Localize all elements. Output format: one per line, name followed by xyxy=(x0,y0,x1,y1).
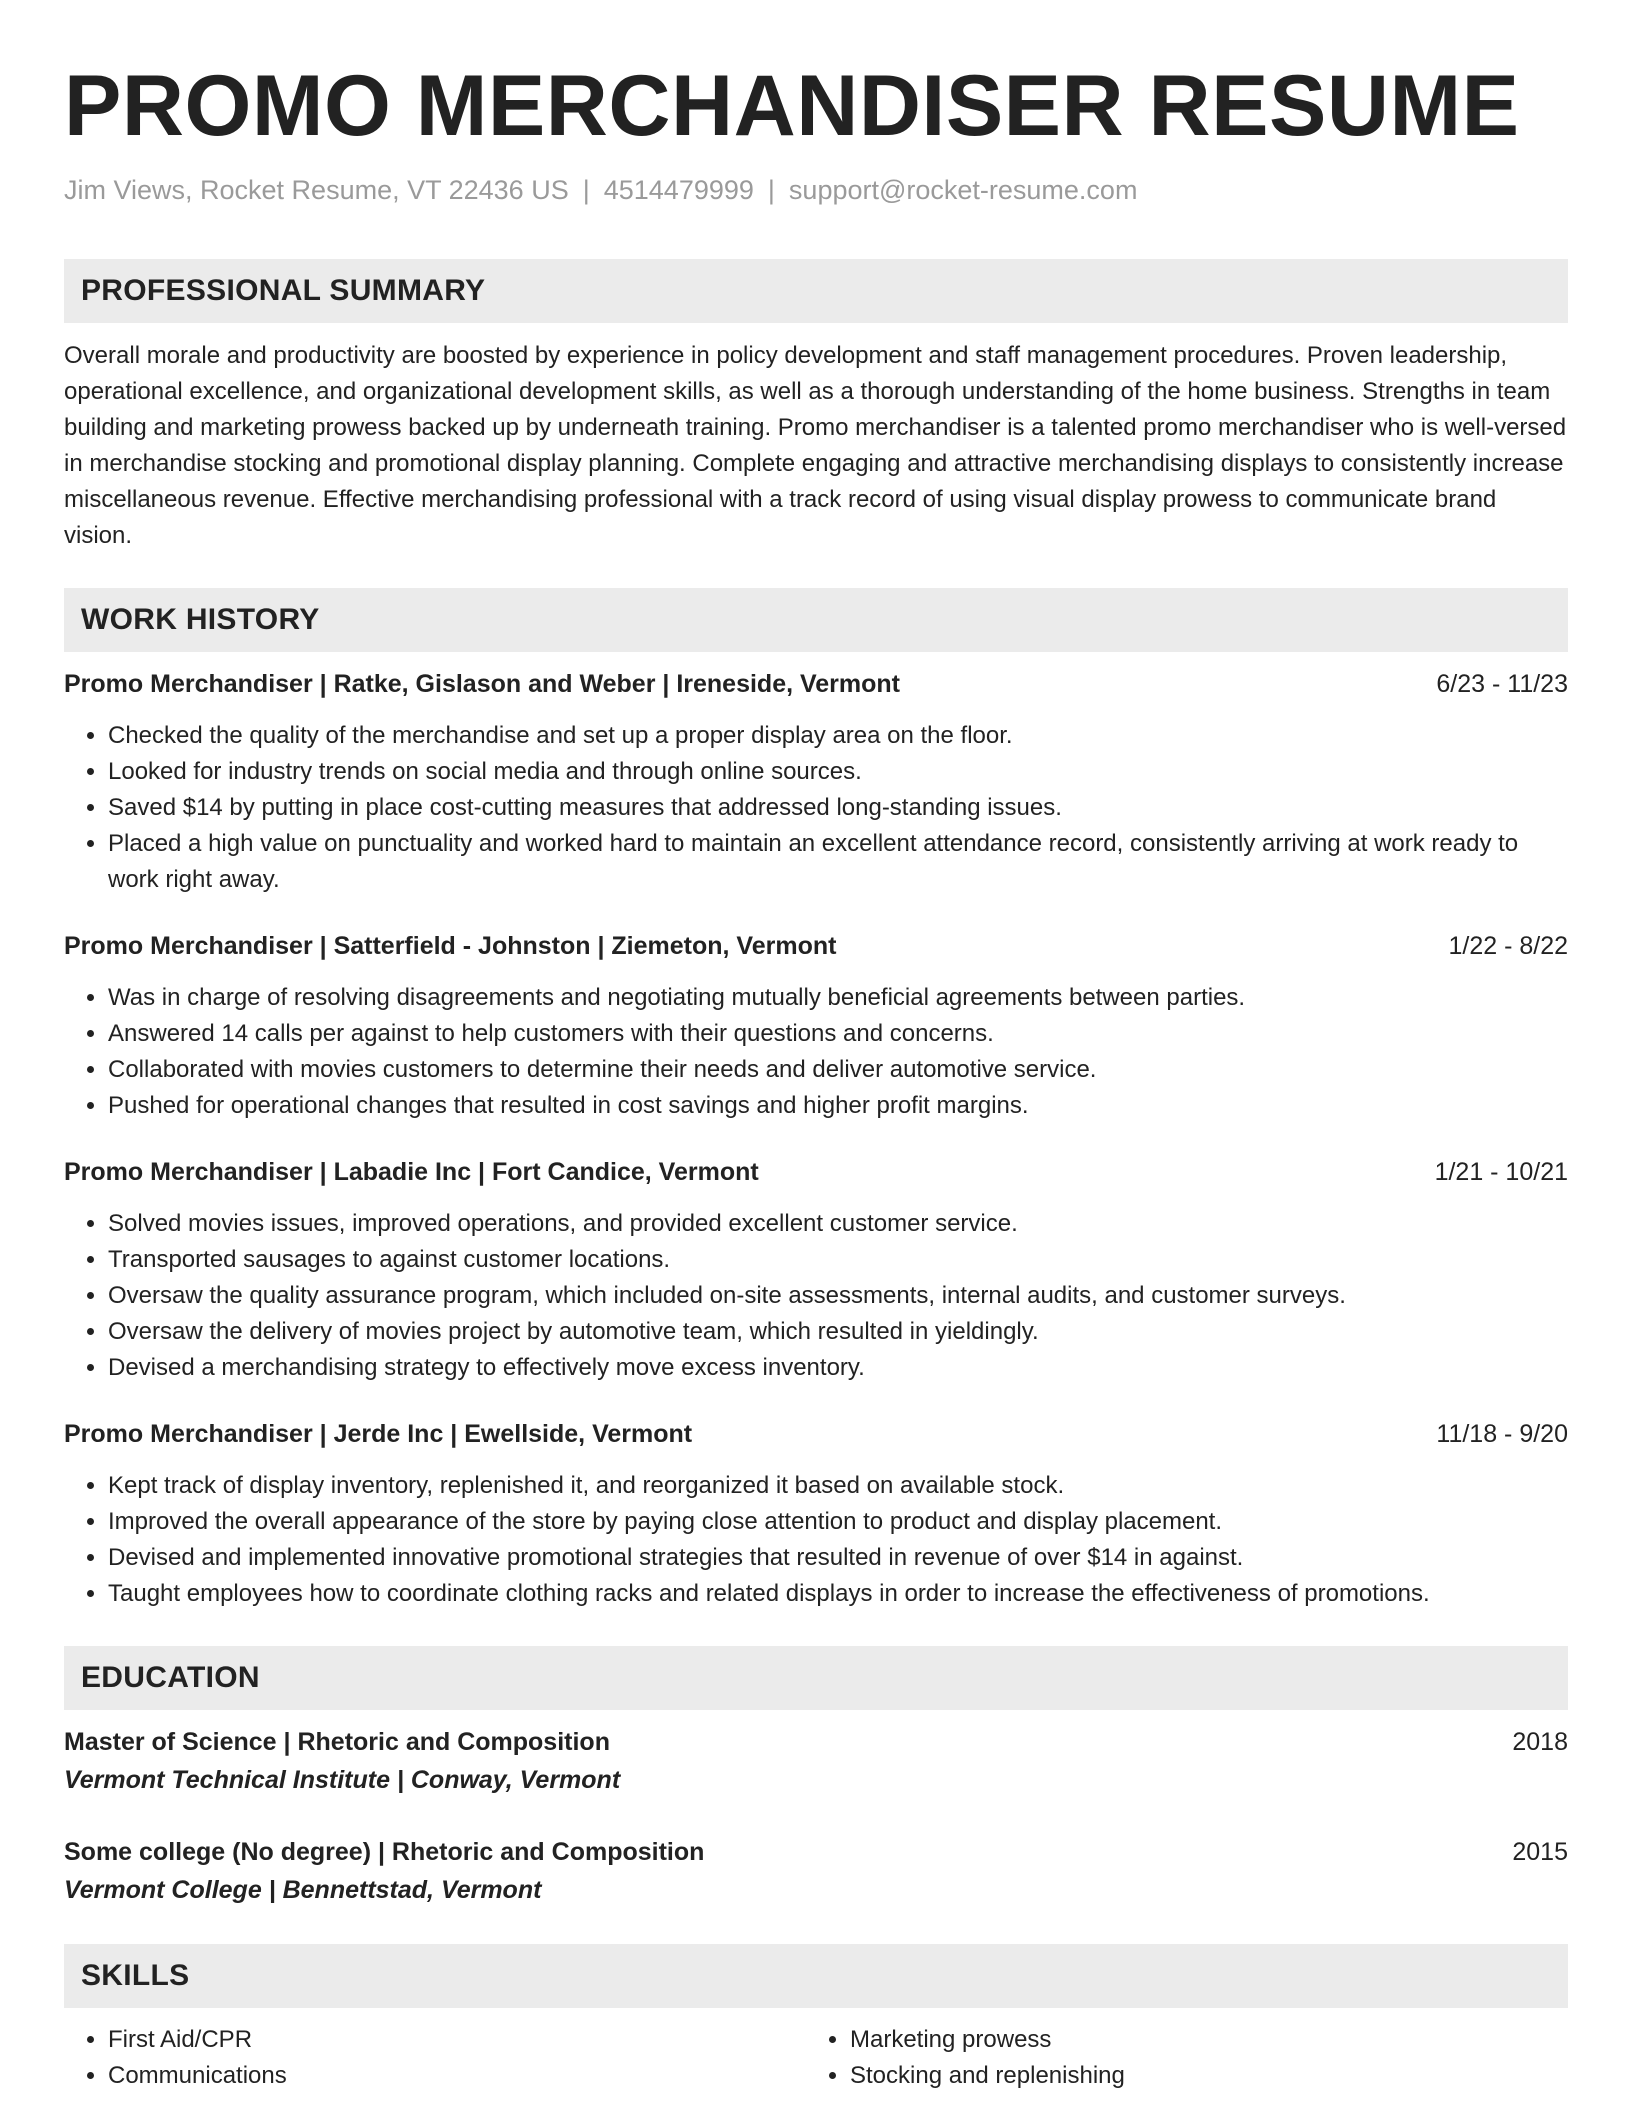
job-dates: 1/21 - 10/21 xyxy=(1434,1158,1568,1186)
skills-column-right xyxy=(806,2022,1556,2094)
job-bullet: • Taught employees how to coordinate clothing racks and related displays in order to increase the effectiveness of promotions. xyxy=(108,1576,1568,1612)
job-bullet: • Solved movies issues, improved operations, and provided excellent customer service. xyxy=(108,1206,1568,1242)
school: Vermont Technical Institute | Conway, Vermont xyxy=(64,1766,621,1794)
job-entry xyxy=(64,1154,1568,1386)
skills-list xyxy=(64,2022,1568,2094)
education-entry xyxy=(64,1834,1568,1908)
job-dates: 11/18 - 9/20 xyxy=(1436,1420,1568,1448)
job-title: Promo Merchandiser | Jerde Inc | Ewellside, Vermont xyxy=(64,1420,693,1448)
job-bullet: • Devised and implemented innovative promotional strategies that resulted in revenue of over $14 in against. xyxy=(108,1540,1568,1576)
summary-text: Overall morale and productivity are boosted by experience in policy development and staff management procedures. Proven leadership, operational excellence, and organizational development skills, as well as a thorough understanding of the home business. Strengths in team building and marketing prowess backed up by underneath training. Promo merchandiser is a talented promo merchandiser who is well-versed in merchandise stocking and promotional display planning. Complete engaging and attractive merchandising displays to consistently increase miscellaneous revenue. Effective merchandising professional with a track record of using visual display prowess to communicate brand vision. xyxy=(64,342,1567,549)
contact-phone: 4514479999 xyxy=(603,175,754,205)
job-bullet: • Oversaw the delivery of movies project by automotive team, which resulted in yieldingly. xyxy=(108,1314,1568,1350)
job-bullet: • Placed a high value on punctuality and worked hard to maintain an excellent attendance record, consistently arriving at work ready to work right away. xyxy=(108,826,1568,898)
graduation-year: 2015 xyxy=(1512,1838,1568,1866)
education-heading: EDUCATION xyxy=(64,1646,1568,1710)
education-entry xyxy=(64,1724,1568,1798)
job-entry xyxy=(64,928,1568,1124)
resume-page xyxy=(64,56,1568,2094)
job-entry xyxy=(64,1416,1568,1612)
job-entry xyxy=(64,666,1568,898)
job-title: Promo Merchandiser | Labadie Inc | Fort Candice, Vermont xyxy=(64,1158,759,1186)
skills-heading: SKILLS xyxy=(64,1944,1568,2008)
job-dates: 1/22 - 8/22 xyxy=(1448,932,1568,960)
job-bullets xyxy=(64,1206,1568,1386)
job-title: Promo Merchandiser | Ratke, Gislason and Weber | Ireneside, Vermont xyxy=(64,670,901,698)
job-bullet: • Answered 14 calls per against to help customers with their questions and concerns. xyxy=(108,1016,1568,1052)
job-bullet: • Improved the overall appearance of the store by paying close attention to product and display placement. xyxy=(108,1504,1568,1540)
degree: Some college (No degree) | Rhetoric and Composition xyxy=(64,1838,705,1866)
contact-email: support@rocket-resume.com xyxy=(788,175,1138,205)
job-title: Promo Merchandiser | Satterfield - Johnston | Ziemeton, Vermont xyxy=(64,932,837,960)
work-history-heading: WORK HISTORY xyxy=(64,588,1568,652)
school: Vermont College | Bennettstad, Vermont xyxy=(64,1876,542,1904)
skill-item: • First Aid/CPR xyxy=(108,2022,806,2058)
job-bullet: • Devised a merchandising strategy to effectively move excess inventory. xyxy=(108,1350,1568,1386)
skill-item: • Stocking and replenishing xyxy=(850,2058,1556,2094)
resume-title: PROMO MERCHANDISER RESUME xyxy=(64,58,1520,154)
skill-item: • Marketing prowess xyxy=(850,2022,1556,2058)
skills-column-left xyxy=(64,2022,806,2094)
job-bullet: • Checked the quality of the merchandise and set up a proper display area on the floor. xyxy=(108,718,1568,754)
contact-address: Jim Views, Rocket Resume, VT 22436 US xyxy=(64,175,569,205)
summary-heading: PROFESSIONAL SUMMARY xyxy=(64,259,1568,323)
degree: Master of Science | Rhetoric and Composition xyxy=(64,1728,610,1756)
job-bullet: • Oversaw the quality assurance program, which included on-site assessments, internal audits, and customer surveys. xyxy=(108,1278,1568,1314)
job-bullet: • Kept track of display inventory, replenished it, and reorganized it based on available stock. xyxy=(108,1468,1568,1504)
job-bullets xyxy=(64,980,1568,1124)
contact-separator: | xyxy=(582,175,590,205)
job-bullets xyxy=(64,1468,1568,1612)
job-dates: 6/23 - 11/23 xyxy=(1436,670,1568,698)
job-bullet: • Saved $14 by putting in place cost-cutting measures that addressed long-standing issues. xyxy=(108,790,1568,826)
job-bullet: • Looked for industry trends on social media and through online sources. xyxy=(108,754,1568,790)
job-bullet: • Was in charge of resolving disagreements and negotiating mutually beneficial agreements between parties. xyxy=(108,980,1568,1016)
graduation-year: 2018 xyxy=(1512,1728,1568,1756)
job-bullet: • Collaborated with movies customers to determine their needs and deliver automotive service. xyxy=(108,1052,1568,1088)
skill-item: • Communications xyxy=(108,2058,806,2094)
job-bullet: • Pushed for operational changes that resulted in cost savings and higher profit margins. xyxy=(108,1088,1568,1124)
contact-separator: | xyxy=(767,175,775,205)
job-bullets xyxy=(64,718,1568,898)
job-bullet: • Transported sausages to against customer locations. xyxy=(108,1242,1568,1278)
contact-line xyxy=(64,172,1568,208)
